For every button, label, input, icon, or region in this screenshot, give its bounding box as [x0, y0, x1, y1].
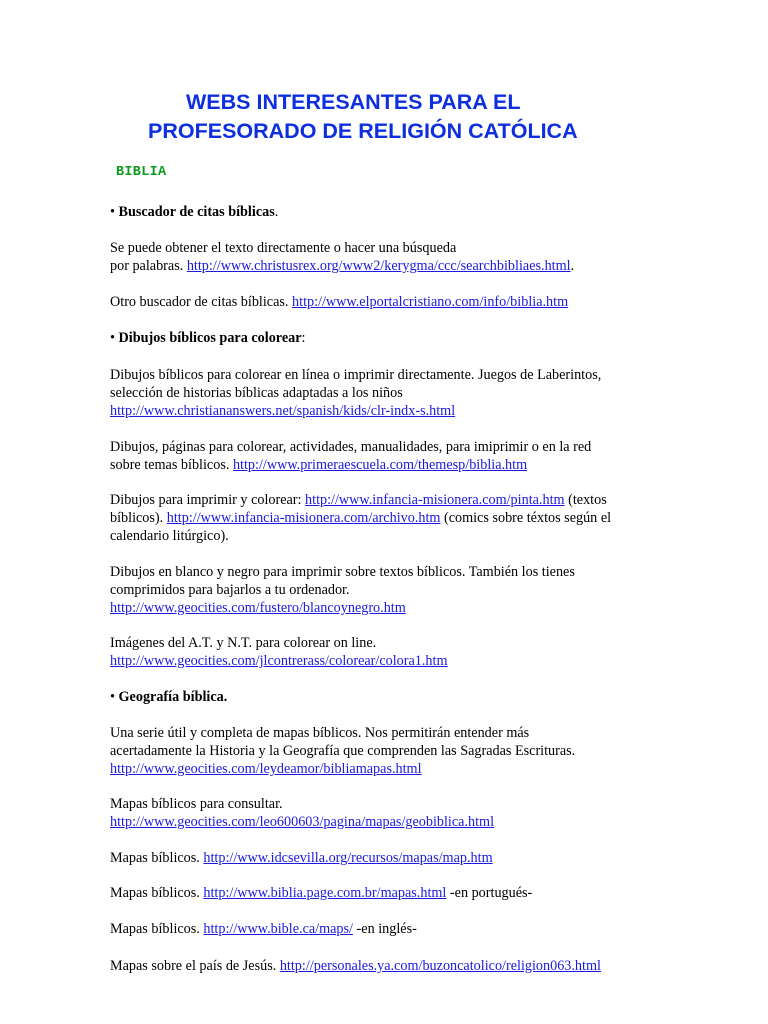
- paragraph-text: por palabras.: [110, 258, 187, 274]
- paragraph-line: Una serie útil y completa de mapas bíblicos. Nos permitirán entender más: [110, 725, 530, 741]
- paragraph-bible-ca: [110, 920, 670, 938]
- paragraph-biblia-page: [110, 884, 670, 902]
- bullet: •: [110, 689, 119, 705]
- link-elportalcristiano[interactable]: http://www.elportalcristiano.com/info/biblia.htm: [292, 294, 569, 310]
- paragraph-line: comprimidos para bajarlos a tu ordenador.: [110, 582, 350, 598]
- paragraph-text: Mapas bíblicos.: [110, 921, 204, 937]
- paragraph-buscador: [110, 239, 670, 275]
- paragraph-otro-buscador: [110, 293, 670, 311]
- link-buzoncatolico[interactable]: http://personales.ya.com/buzoncatolico/religion063.html: [279, 958, 601, 974]
- paragraph-line: Se puede obtener el texto directamente o hacer una búsqueda: [110, 240, 457, 256]
- bullet: •: [110, 204, 119, 220]
- paragraph-christiananswers: [110, 366, 670, 420]
- link-infancia-archivo[interactable]: http://www.infancia-misionera.com/archivo.htm: [166, 510, 441, 526]
- link-colora1[interactable]: http://www.geocities.com/jlcontrerass/colorear/colora1.htm: [110, 653, 448, 669]
- paragraph-text: -en portugués-: [446, 885, 533, 901]
- link-primeraescuela[interactable]: http://www.primeraescuela.com/themesp/biblia.htm: [232, 457, 528, 473]
- link-blancoynegro[interactable]: http://www.geocities.com/fustero/blancoynegro.htm: [110, 600, 406, 616]
- section-label-biblia: BIBLIA: [116, 165, 167, 180]
- paragraph-line: Mapas bíblicos para consultar.: [110, 796, 283, 812]
- heading-punct: .: [274, 204, 279, 220]
- link-idcsevilla[interactable]: http://www.idcsevilla.org/recursos/mapas/map.htm: [203, 850, 493, 866]
- heading-text: Geografía bíblica.: [118, 689, 228, 705]
- paragraph-line: Dibujos bíblicos para colorear en línea o imprimir directamente. Juegos de Laberintos,: [110, 367, 602, 383]
- link-christiananswers[interactable]: http://www.christiananswers.net/spanish/kids/clr-indx-s.html: [110, 403, 456, 419]
- link-geobiblica[interactable]: http://www.geocities.com/leo600603/pagina/mapas/geobiblica.html: [110, 814, 495, 830]
- paragraph-text: Mapas sobre el país de Jesús.: [110, 958, 280, 974]
- paragraph-line: Dibujos en blanco y negro para imprimir sobre textos bíblicos. También los tienes: [110, 564, 575, 580]
- link-bible-ca[interactable]: http://www.bible.ca/maps/: [203, 921, 353, 937]
- heading-dibujos: [110, 329, 670, 347]
- link-biblia-page[interactable]: http://www.biblia.page.com.br/mapas.html: [203, 885, 447, 901]
- paragraph-geobiblica: [110, 795, 670, 831]
- title-line-1: WEBS INTERESANTES PARA EL: [186, 90, 521, 114]
- paragraph-text: Otro buscador de citas bíblicas.: [110, 294, 293, 310]
- paragraph-bibliamapas: [110, 724, 670, 778]
- paragraph-line: acertadamente la Historia y la Geografía que comprenden las Sagradas Escrituras.: [110, 743, 576, 759]
- paragraph-line: selección de historias bíblicas adaptadas a los niños: [110, 385, 403, 401]
- heading-text: Buscador de citas bíblicas: [118, 204, 275, 220]
- link-infancia-pinta[interactable]: http://www.infancia-misionera.com/pinta.htm: [305, 492, 565, 508]
- paragraph-line: Dibujos, páginas para colorear, actividades, manualidades, para imiprimir o en la red: [110, 439, 592, 455]
- paragraph-text: (textos: [564, 492, 607, 508]
- paragraph-idcsevilla: [110, 849, 670, 867]
- link-christusrex[interactable]: http://www.christusrex.org/www2/kerygma/ccc/searchbibliaes.html: [186, 258, 571, 274]
- paragraph-text: bíblicos).: [110, 510, 167, 526]
- paragraph-text: .: [570, 258, 575, 274]
- paragraph-primeraescuela: [110, 438, 670, 474]
- title-line-2: PROFESORADO DE RELIGIÓN CATÓLICA: [148, 119, 578, 143]
- paragraph-text: Mapas bíblicos.: [110, 885, 204, 901]
- bullet: •: [110, 330, 119, 346]
- paragraph-line: calendario litúrgico).: [110, 528, 229, 544]
- heading-text: Dibujos bíblicos para colorear: [118, 330, 302, 346]
- paragraph-text: (comics sobre téxtos según el: [440, 510, 612, 526]
- paragraph-infancia-misionera: [110, 491, 670, 545]
- paragraph-text: Dibujos para imprimir y colorear:: [110, 492, 306, 508]
- paragraph-line: Imágenes del A.T. y N.T. para colorear on line.: [110, 635, 377, 651]
- paragraph-pais-jesus: [110, 957, 670, 975]
- heading-punct: :: [301, 330, 306, 346]
- paragraph-text: sobre temas bíblicos.: [110, 457, 233, 473]
- paragraph-text: Mapas bíblicos.: [110, 850, 204, 866]
- paragraph-imagenes: [110, 634, 670, 670]
- paragraph-text: -en inglés-: [353, 921, 417, 937]
- document-title: [0, 88, 768, 146]
- heading-buscador: [110, 203, 670, 221]
- link-bibliamapas[interactable]: http://www.geocities.com/leydeamor/bibliamapas.html: [110, 761, 422, 777]
- heading-geografia: [110, 688, 670, 706]
- paragraph-blancoynegro: [110, 563, 670, 617]
